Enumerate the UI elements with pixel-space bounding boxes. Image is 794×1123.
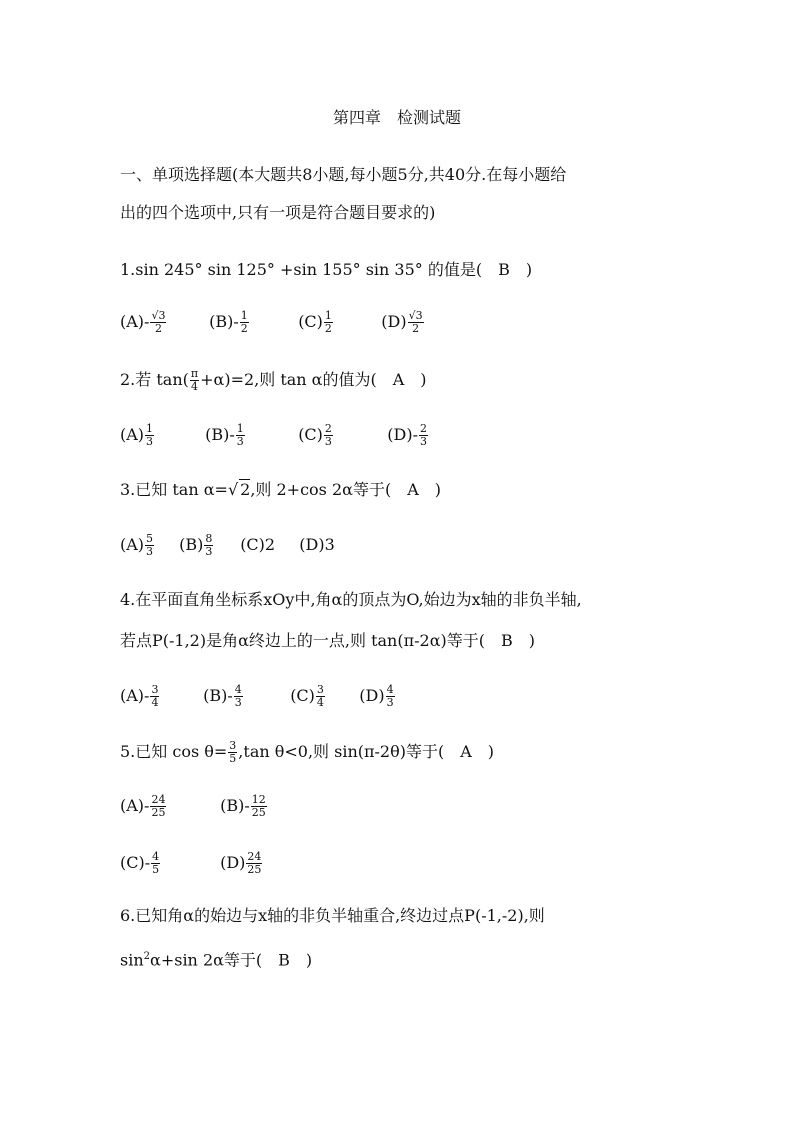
question-4-line-1: 4.在平面直角坐标系xOy中,角α的顶点为O,始边为x轴的非负半轴,	[120, 590, 582, 609]
question-6-line-1: 6.已知角α的始边与x轴的非负半轴重合,终边过点P(-1,-2),则	[120, 906, 545, 925]
option-d: (D)3	[299, 535, 335, 554]
option-b: (B)- $\frac{4}{3}$	[203, 683, 242, 709]
option-d: (D) $\frac{4}{3}$	[359, 683, 394, 709]
option-c: (C) $\frac{2}{3}$	[298, 422, 332, 448]
fraction: $\frac{4}{3}$	[234, 683, 242, 709]
fraction: $\frac{\pi}{4}$	[190, 367, 199, 393]
question-4-line-2: 若点P(-1,2)是角α终边上的一点,则 tan(π-2α)等于( B )	[120, 631, 535, 650]
option-d: (D) $\frac{√3}{2}$	[381, 309, 423, 335]
option-a: (A) $\frac{1}{3}$	[120, 422, 154, 448]
fraction: $\frac{4}{5}$	[152, 850, 160, 876]
question-5-stem: 5.已知 cos θ= $\frac{3}{5}$ ,tan θ<0,则 sin(π-2θ)等于( A )	[120, 739, 495, 765]
fraction: $\frac{24}{25}$	[247, 850, 262, 876]
fraction: $\frac{1}{2}$	[240, 309, 248, 335]
option-b: (B)- $\frac{12}{25}$	[220, 793, 266, 819]
question-1-stem: 1.sin 245° sin 125° +sin 155° sin 35° 的值是( B )	[120, 260, 533, 279]
option-c: (C) $\frac{1}{2}$	[298, 309, 332, 335]
option-a: (A)- $\frac{3}{4}$	[120, 683, 159, 709]
option-c: (C) $\frac{3}{4}$	[290, 683, 324, 709]
fraction: $\frac{3}{4}$	[151, 683, 159, 709]
question-4-options	[120, 684, 396, 709]
option-c: (C)- $\frac{4}{5}$	[120, 850, 160, 876]
option-b: (B)- $\frac{1}{2}$	[209, 309, 248, 335]
fraction: $\frac{12}{25}$	[251, 793, 266, 819]
fraction: $\frac{8}{3}$	[205, 532, 213, 558]
fraction: $\frac{√3}{2}$	[151, 309, 166, 335]
question-2-stem: 2.若 tan( $\frac{\pi}{4}$ +α)=2,则 tan α的值为( A )	[120, 367, 427, 393]
fraction: $\frac{3}{5}$	[229, 739, 237, 765]
sqrt-sign: √	[227, 480, 239, 499]
option-a: (A) $\frac{5}{3}$	[120, 532, 154, 558]
option-b: (B) $\frac{8}{3}$	[179, 532, 213, 558]
fraction: $\frac{1}{3}$	[146, 422, 154, 448]
fraction: $\frac{1}{3}$	[236, 422, 244, 448]
option-d: (D) $\frac{24}{25}$	[220, 850, 262, 876]
question-1-options	[120, 310, 425, 335]
option-a: (A)- $\frac{√3}{2}$	[120, 309, 166, 335]
question-2-options	[120, 423, 429, 448]
option-a: (A)- $\frac{24}{25}$	[120, 793, 166, 819]
fraction: $\frac{5}{3}$	[146, 532, 154, 558]
question-5-options-row-1	[120, 794, 268, 819]
fraction: $\frac{24}{25}$	[151, 793, 166, 819]
section-heading-line-1: 一、单项选择题(本大题共8小题,每小题5分,共40分.在每小题给	[120, 165, 567, 184]
option-d: (D)- $\frac{2}{3}$	[387, 422, 427, 448]
question-3-stem: 3.已知 tan α=√ 2,则 2+cos 2α等于( A )	[120, 480, 442, 499]
fraction: $\frac{2}{3}$	[324, 422, 332, 448]
fraction: $\frac{3}{4}$	[316, 683, 324, 709]
question-3-options	[120, 533, 335, 558]
question-5-options-row-2	[120, 851, 263, 876]
fraction: $\frac{4}{3}$	[386, 683, 394, 709]
question-6-line-2: $\sin^2\alpha+\sin$ 2α等于( B )	[120, 950, 313, 970]
fraction: $\frac{2}{3}$	[420, 422, 427, 448]
page-title: 第四章 检测试题	[332, 108, 461, 127]
fraction: $\frac{1}{2}$	[324, 309, 332, 335]
section-heading-line-2: 出的四个选项中,只有一项是符合题目要求的)	[120, 203, 436, 222]
option-c: (C)2	[240, 535, 276, 554]
option-b: (B)- $\frac{1}{3}$	[205, 422, 244, 448]
fraction: $\frac{√3}{2}$	[408, 309, 423, 335]
